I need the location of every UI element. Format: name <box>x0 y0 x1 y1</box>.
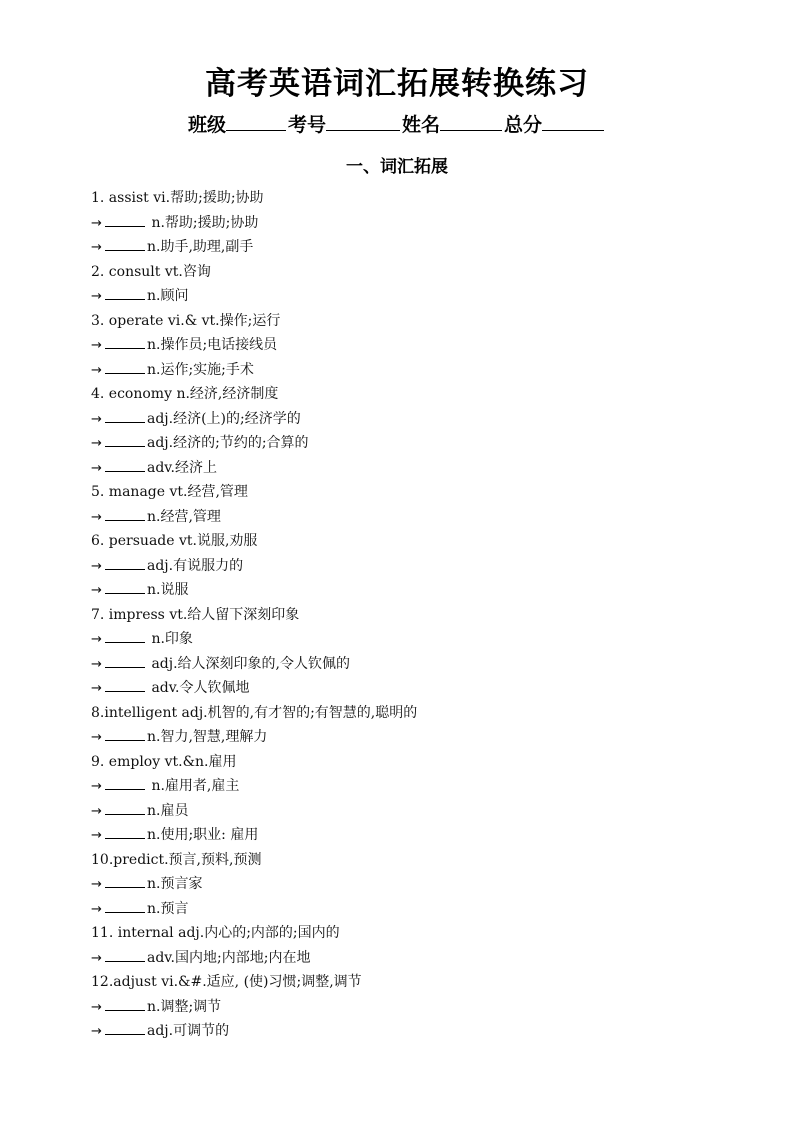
derivative-item <box>91 627 751 652</box>
class-blank[interactable] <box>226 112 286 131</box>
derivative-definition: n.印象 <box>147 631 193 647</box>
answer-blank[interactable] <box>105 996 145 1011</box>
derivative-item <box>91 799 751 824</box>
derivative-definition: n.操作员;电话接线员 <box>147 337 278 353</box>
answer-blank[interactable] <box>105 212 145 227</box>
derivative-item <box>91 456 751 481</box>
derivative-definition: adv.经济上 <box>147 459 218 476</box>
derivative-item <box>91 872 751 897</box>
answer-blank[interactable] <box>105 457 145 472</box>
derivative-item <box>91 897 751 922</box>
arrow-icon: → <box>91 215 102 231</box>
derivative-definition: n.顾问 <box>147 288 189 304</box>
vocab-headword: 5. manage vt.经营,管理 <box>91 484 248 500</box>
arrow-icon: → <box>91 362 102 378</box>
derivative-item <box>91 284 751 309</box>
vocab-headword: 1. assist vi.帮助;援助;协助 <box>91 190 264 206</box>
arrow-icon: → <box>91 338 102 353</box>
arrow-icon: → <box>91 999 102 1015</box>
answer-blank[interactable] <box>105 359 145 374</box>
derivative-item <box>91 554 751 579</box>
page-title: 高考英语词汇拓展转换练习 <box>205 66 589 102</box>
derivative-definition: adv.国内地;内部地;内在地 <box>147 949 311 966</box>
derivative-definition: n.预言 <box>147 900 189 917</box>
answer-blank[interactable] <box>105 628 145 643</box>
derivative-definition: adv.令人钦佩地 <box>147 680 250 696</box>
answer-blank[interactable] <box>105 1020 145 1035</box>
exam-number-blank[interactable] <box>326 112 400 131</box>
arrow-icon: → <box>91 583 102 598</box>
vocab-headword: 7. impress vt.给人留下深刻印象 <box>91 606 300 623</box>
vocab-headword: 11. internal adj.内心的;内部的;国内的 <box>91 925 340 941</box>
arrow-icon: → <box>91 877 102 892</box>
arrow-icon: → <box>91 558 102 574</box>
answer-blank[interactable] <box>105 677 145 692</box>
answer-blank[interactable] <box>105 775 145 790</box>
derivative-definition: n.智力,智慧,理解力 <box>147 729 268 745</box>
derivative-item <box>91 946 751 971</box>
derivative-definition: adj.有说服力的 <box>147 557 244 574</box>
answer-blank[interactable] <box>105 947 145 962</box>
vocab-headword: 6. persuade vt.说服,劝服 <box>91 533 258 549</box>
answer-blank[interactable] <box>105 579 145 594</box>
answer-blank[interactable] <box>105 506 145 521</box>
derivative-definition: n.使用;职业: 雇用 <box>147 827 259 843</box>
arrow-icon: → <box>91 289 102 304</box>
total-score-field[interactable] <box>504 110 606 137</box>
answer-blank[interactable] <box>105 408 145 423</box>
derivative-item <box>91 652 751 677</box>
derivative-item <box>91 1019 751 1044</box>
answer-blank[interactable] <box>105 236 145 251</box>
arrow-icon: → <box>91 779 102 794</box>
derivative-definition: n.雇用者,雇主 <box>147 778 240 794</box>
derivative-definition: adj.经济的;节约的;合算的 <box>147 435 309 451</box>
vocab-headword: 8.intelligent adj.机智的,有才智的;有智慧的,聪明的 <box>91 704 418 721</box>
class-field[interactable] <box>188 110 288 137</box>
answer-blank[interactable] <box>105 726 145 741</box>
arrow-icon: → <box>91 509 102 525</box>
derivative-definition: n.雇员 <box>147 802 189 819</box>
derivative-definition: n.助手,助理,副手 <box>147 239 254 255</box>
arrow-icon: → <box>91 803 102 819</box>
answer-blank[interactable] <box>105 898 145 913</box>
section-title: 一、词汇拓展 <box>346 157 448 177</box>
derivative-definition: n.运作;实施;手术 <box>147 361 254 378</box>
derivative-item <box>91 823 751 848</box>
name-field[interactable] <box>402 110 504 137</box>
derivative-definition: adj.可调节的 <box>147 1023 230 1039</box>
derivative-item <box>91 333 751 358</box>
arrow-icon: → <box>91 1024 102 1039</box>
exam-number-field[interactable] <box>288 110 402 137</box>
name-label: 姓名 <box>402 114 441 136</box>
derivative-item <box>91 431 751 456</box>
arrow-icon: → <box>91 730 102 745</box>
vocab-headword: 12.adjust vi.&#.适应, (使)习惯;调整,调节 <box>91 974 362 990</box>
answer-blank[interactable] <box>105 824 145 839</box>
derivative-item <box>91 995 751 1020</box>
derivative-definition: n.调整;调节 <box>147 998 222 1015</box>
derivative-definition: n.帮助;援助;协助 <box>147 214 259 231</box>
arrow-icon: → <box>91 436 102 451</box>
answer-blank[interactable] <box>105 873 145 888</box>
vocab-headword: 2. consult vt.咨询 <box>91 263 211 280</box>
total-score-blank[interactable] <box>542 112 604 131</box>
derivative-definition: adj.经济(上)的;经济学的 <box>147 410 301 427</box>
answer-blank[interactable] <box>105 285 145 300</box>
answer-blank[interactable] <box>105 555 145 570</box>
answer-blank[interactable] <box>105 653 145 668</box>
arrow-icon: → <box>91 656 102 672</box>
vocab-headword: 10.predict.预言,预料,预测 <box>91 851 262 868</box>
arrow-icon: → <box>91 828 102 843</box>
name-blank[interactable] <box>440 112 502 131</box>
arrow-icon: → <box>91 411 102 427</box>
arrow-icon: → <box>91 460 102 476</box>
derivative-item <box>91 211 751 236</box>
answer-blank[interactable] <box>105 432 145 447</box>
derivative-definition: n.预言家 <box>147 876 203 892</box>
student-info-line <box>0 110 794 137</box>
arrow-icon: → <box>91 632 102 647</box>
derivative-item <box>91 578 751 603</box>
derivative-item <box>91 235 751 260</box>
answer-blank[interactable] <box>105 800 145 815</box>
derivative-item <box>91 774 751 799</box>
answer-blank[interactable] <box>105 334 145 349</box>
derivative-item <box>91 676 751 701</box>
derivative-item <box>91 358 751 383</box>
derivative-item <box>91 407 751 432</box>
total-score-label: 总分 <box>504 114 543 136</box>
class-label: 班级 <box>187 114 226 136</box>
derivative-item <box>91 505 751 530</box>
arrow-icon: → <box>91 681 102 696</box>
derivative-definition: n.经营,管理 <box>147 508 221 525</box>
vocab-headword: 9. employ vt.&n.雇用 <box>91 753 237 770</box>
vocabulary-list <box>91 186 751 1044</box>
arrow-icon: → <box>91 240 102 255</box>
derivative-item <box>91 725 751 750</box>
arrow-icon: → <box>91 901 102 917</box>
exam-number-label: 考号 <box>287 114 326 136</box>
derivative-definition: n.说服 <box>147 582 189 598</box>
derivative-definition: adj.给人深刻印象的,令人钦佩的 <box>147 655 350 672</box>
arrow-icon: → <box>91 950 102 966</box>
vocab-headword: 3. operate vi.& vt.操作;运行 <box>91 312 281 329</box>
vocab-headword: 4. economy n.经济,经济制度 <box>91 386 279 402</box>
